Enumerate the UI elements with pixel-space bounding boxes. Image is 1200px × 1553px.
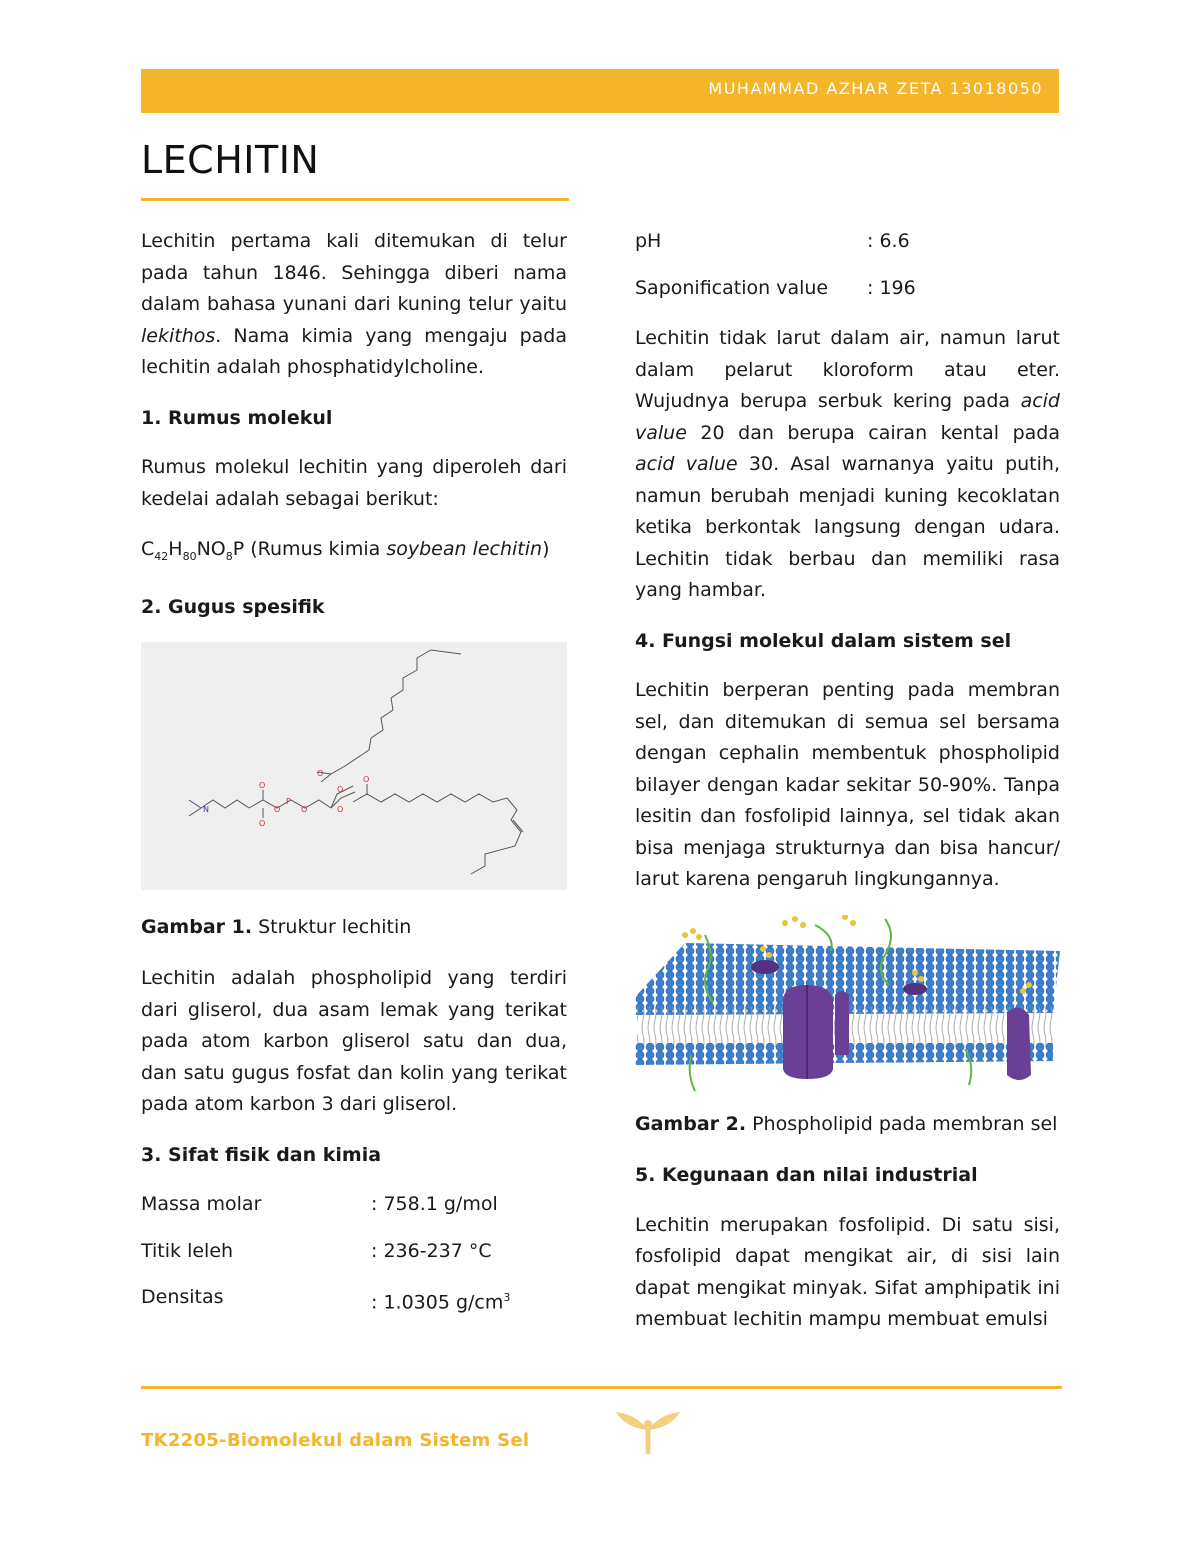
gugus-spesifik-text: Lechitin adalah phospholipid yang terdiri dari gliserol, dua asam lemak yang terikat pada atom karbon gliserol satu dan dua, dan satu gugus fosfat dan kolin yang terikat pada atom karbon 3 dari gliserol.	[141, 967, 567, 1116]
svg-text:O: O	[337, 804, 344, 814]
rumus-molekul-text: Rumus molekul lechitin yang diperoleh dari kedelai adalah sebagai berikut:	[141, 456, 567, 510]
svg-text:O: O	[337, 784, 344, 794]
svg-text:O: O	[363, 774, 370, 784]
left-column	[141, 226, 567, 1334]
section-heading-rumus-molekul: 1. Rumus molekul	[141, 406, 333, 429]
cell-membrane-illustration	[635, 915, 1060, 1105]
property-row: Densitas : 1.0305 $g/cm^3$	[141, 1286, 511, 1314]
intro-paragraph: Lechitin pertama kali ditemukan di telur pada tahun 1846. Sehingga diberi nama dalam bahasa yunani dari kuning telur yaitu lekithos. Nama kimia yang mengaju pada lechitin adalah phosphatidylcholine.	[141, 230, 567, 378]
svg-text:O: O	[317, 768, 324, 778]
solubility-paragraph: Lechitin tidak larut dalam air, namun larut dalam pelarut kloroform atau eter. Wujudnya berupa serbuk kering pada acid value 20 dan berupa cairan kental pada acid value 30. Asal warnanya yaitu putih, namun berubah menjadi kuning kecoklatan ketika berkontak langsung dengan udara. Lechitin tidak berbau dan memiliki rasa yang hambar.	[635, 327, 1060, 601]
svg-text:O: O	[274, 804, 281, 814]
right-column	[635, 226, 1060, 1355]
figure-2-caption: Gambar 2. Phospholipid pada membran sel	[635, 1112, 1058, 1135]
lechitin-structure-figure	[141, 642, 567, 890]
property-row: Titik leleh : 236-237 °C	[141, 1239, 492, 1262]
skeletal-formula-drawing	[141, 642, 567, 890]
molecular-formula: $C_{42}H_{80}NO_8P$ (Rumus kimia soybean lechitin)	[141, 538, 550, 563]
svg-text:N: N	[203, 804, 209, 814]
kegunaan-text: Lechitin merupakan fosfolipid. Di satu sisi, fosfolipid dapat mengikat air, di sisi lain dapat mengikat minyak. Sifat amphipatik ini membuat lechitin mampu membuat emulsi	[635, 1213, 1060, 1330]
svg-text:O: O	[301, 804, 308, 814]
section-heading-sifat: 3. Sifat fisik dan kimia	[141, 1143, 382, 1166]
figure-1-caption: Gambar 1. Struktur lechitin	[141, 915, 412, 938]
membrane-figure	[635, 915, 1060, 1105]
section-heading-fungsi: 4. Fungsi molekul dalam sistem sel	[635, 629, 1012, 652]
header-bar	[141, 69, 1059, 113]
property-row: Saponification value : 196	[635, 276, 916, 299]
page-title: LECHITIN	[141, 138, 320, 182]
section-heading-kegunaan: 5. Kegunaan dan nilai industrial	[635, 1164, 978, 1186]
author-name: MUHAMMAD AZHAR ZETA 13018050	[708, 79, 1043, 98]
fungsi-text: Lechitin berperan penting pada membran sel, dan ditemukan di semua sel bersama dengan cephalin membentuk phospholipid bilayer dengan kadar sekitar 50-90%. Tanpa lesitin dan fosfolipid lainnya, sel tidak akan bisa menjaga strukturnya dan bisa hancur/ larut karena pengaruh lingkungannya.	[635, 679, 1060, 890]
property-row: pH : 6.6	[635, 230, 910, 252]
section-heading-gugus-spesifik: 2. Gugus spesifik	[141, 596, 325, 619]
svg-text:P: P	[286, 796, 291, 806]
title-underline	[141, 198, 569, 201]
footer-rule	[141, 1386, 1062, 1389]
svg-text:O: O	[259, 780, 266, 790]
sprout-logo-icon	[612, 1404, 684, 1454]
property-row: Massa molar : 758.1 g/mol	[141, 1193, 498, 1216]
svg-text:O: O	[259, 818, 266, 828]
course-name: TK2205-Biomolekul dalam Sistem Sel	[141, 1430, 530, 1451]
